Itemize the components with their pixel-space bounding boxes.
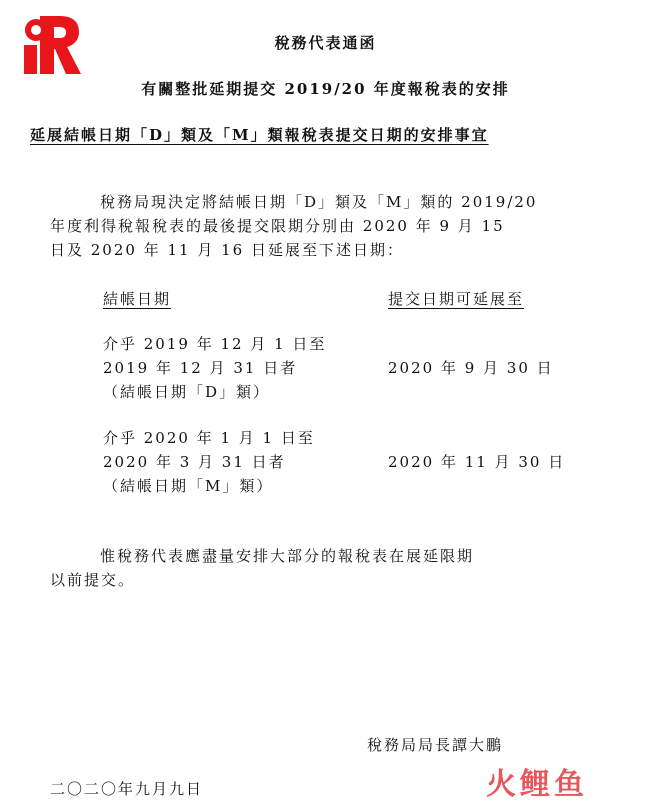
document-heading: 延展結帳日期「D」類及「M」類報稅表提交日期的安排事宜 — [30, 126, 489, 144]
intro-line-1: 稅務局現決定將結帳日期「D」類及「M」類的 2019/20 — [100, 193, 538, 211]
table-row-1-deadline: 2020 年 9 月 30 日 — [388, 359, 554, 377]
issue-date: 二〇二〇年九月九日 — [50, 780, 204, 798]
watermark-text: 火鲤鱼 — [486, 767, 588, 802]
intro-line-3: 日及 2020 年 11 月 16 日延展至下述日期： — [50, 241, 404, 259]
table-row-1-period-line-1: 介乎 2019 年 12 月 1 日至 — [103, 335, 327, 353]
table-row-2-period-line-2: 2020 年 3 月 31 日者 — [103, 453, 286, 471]
closing-line-2: 以前提交。 — [50, 571, 136, 589]
table-row-1-period-line-2: 2019 年 12 月 31 日者 — [103, 359, 298, 377]
table-row-1-period-line-3: （結帳日期「D」類） — [103, 383, 271, 401]
table-header-period: 結帳日期 — [103, 290, 172, 308]
document-subtitle: 有關整批延期提交 2019/20 年度報稅表的安排 — [141, 80, 510, 98]
intro-line-2: 年度利得稅報稅表的最後提交限期分別由 2020 年 9 月 15 — [50, 217, 505, 235]
watermark-logo — [484, 756, 634, 804]
table-row-2-period-line-1: 介乎 2020 年 1 月 1 日至 — [103, 429, 315, 447]
table-row-2-period-line-3: （結帳日期「M」類） — [103, 477, 274, 495]
document-title: 稅務代表通函 — [274, 34, 377, 52]
table-row-2-deadline: 2020 年 11 月 30 日 — [388, 453, 566, 471]
closing-line-1: 惟稅務代表應盡量安排大部分的報稅表在展延限期 — [100, 547, 475, 565]
table-header-deadline: 提交日期可延展至 — [388, 290, 525, 308]
signature: 稅務局局長譚大鵬 — [367, 736, 504, 754]
